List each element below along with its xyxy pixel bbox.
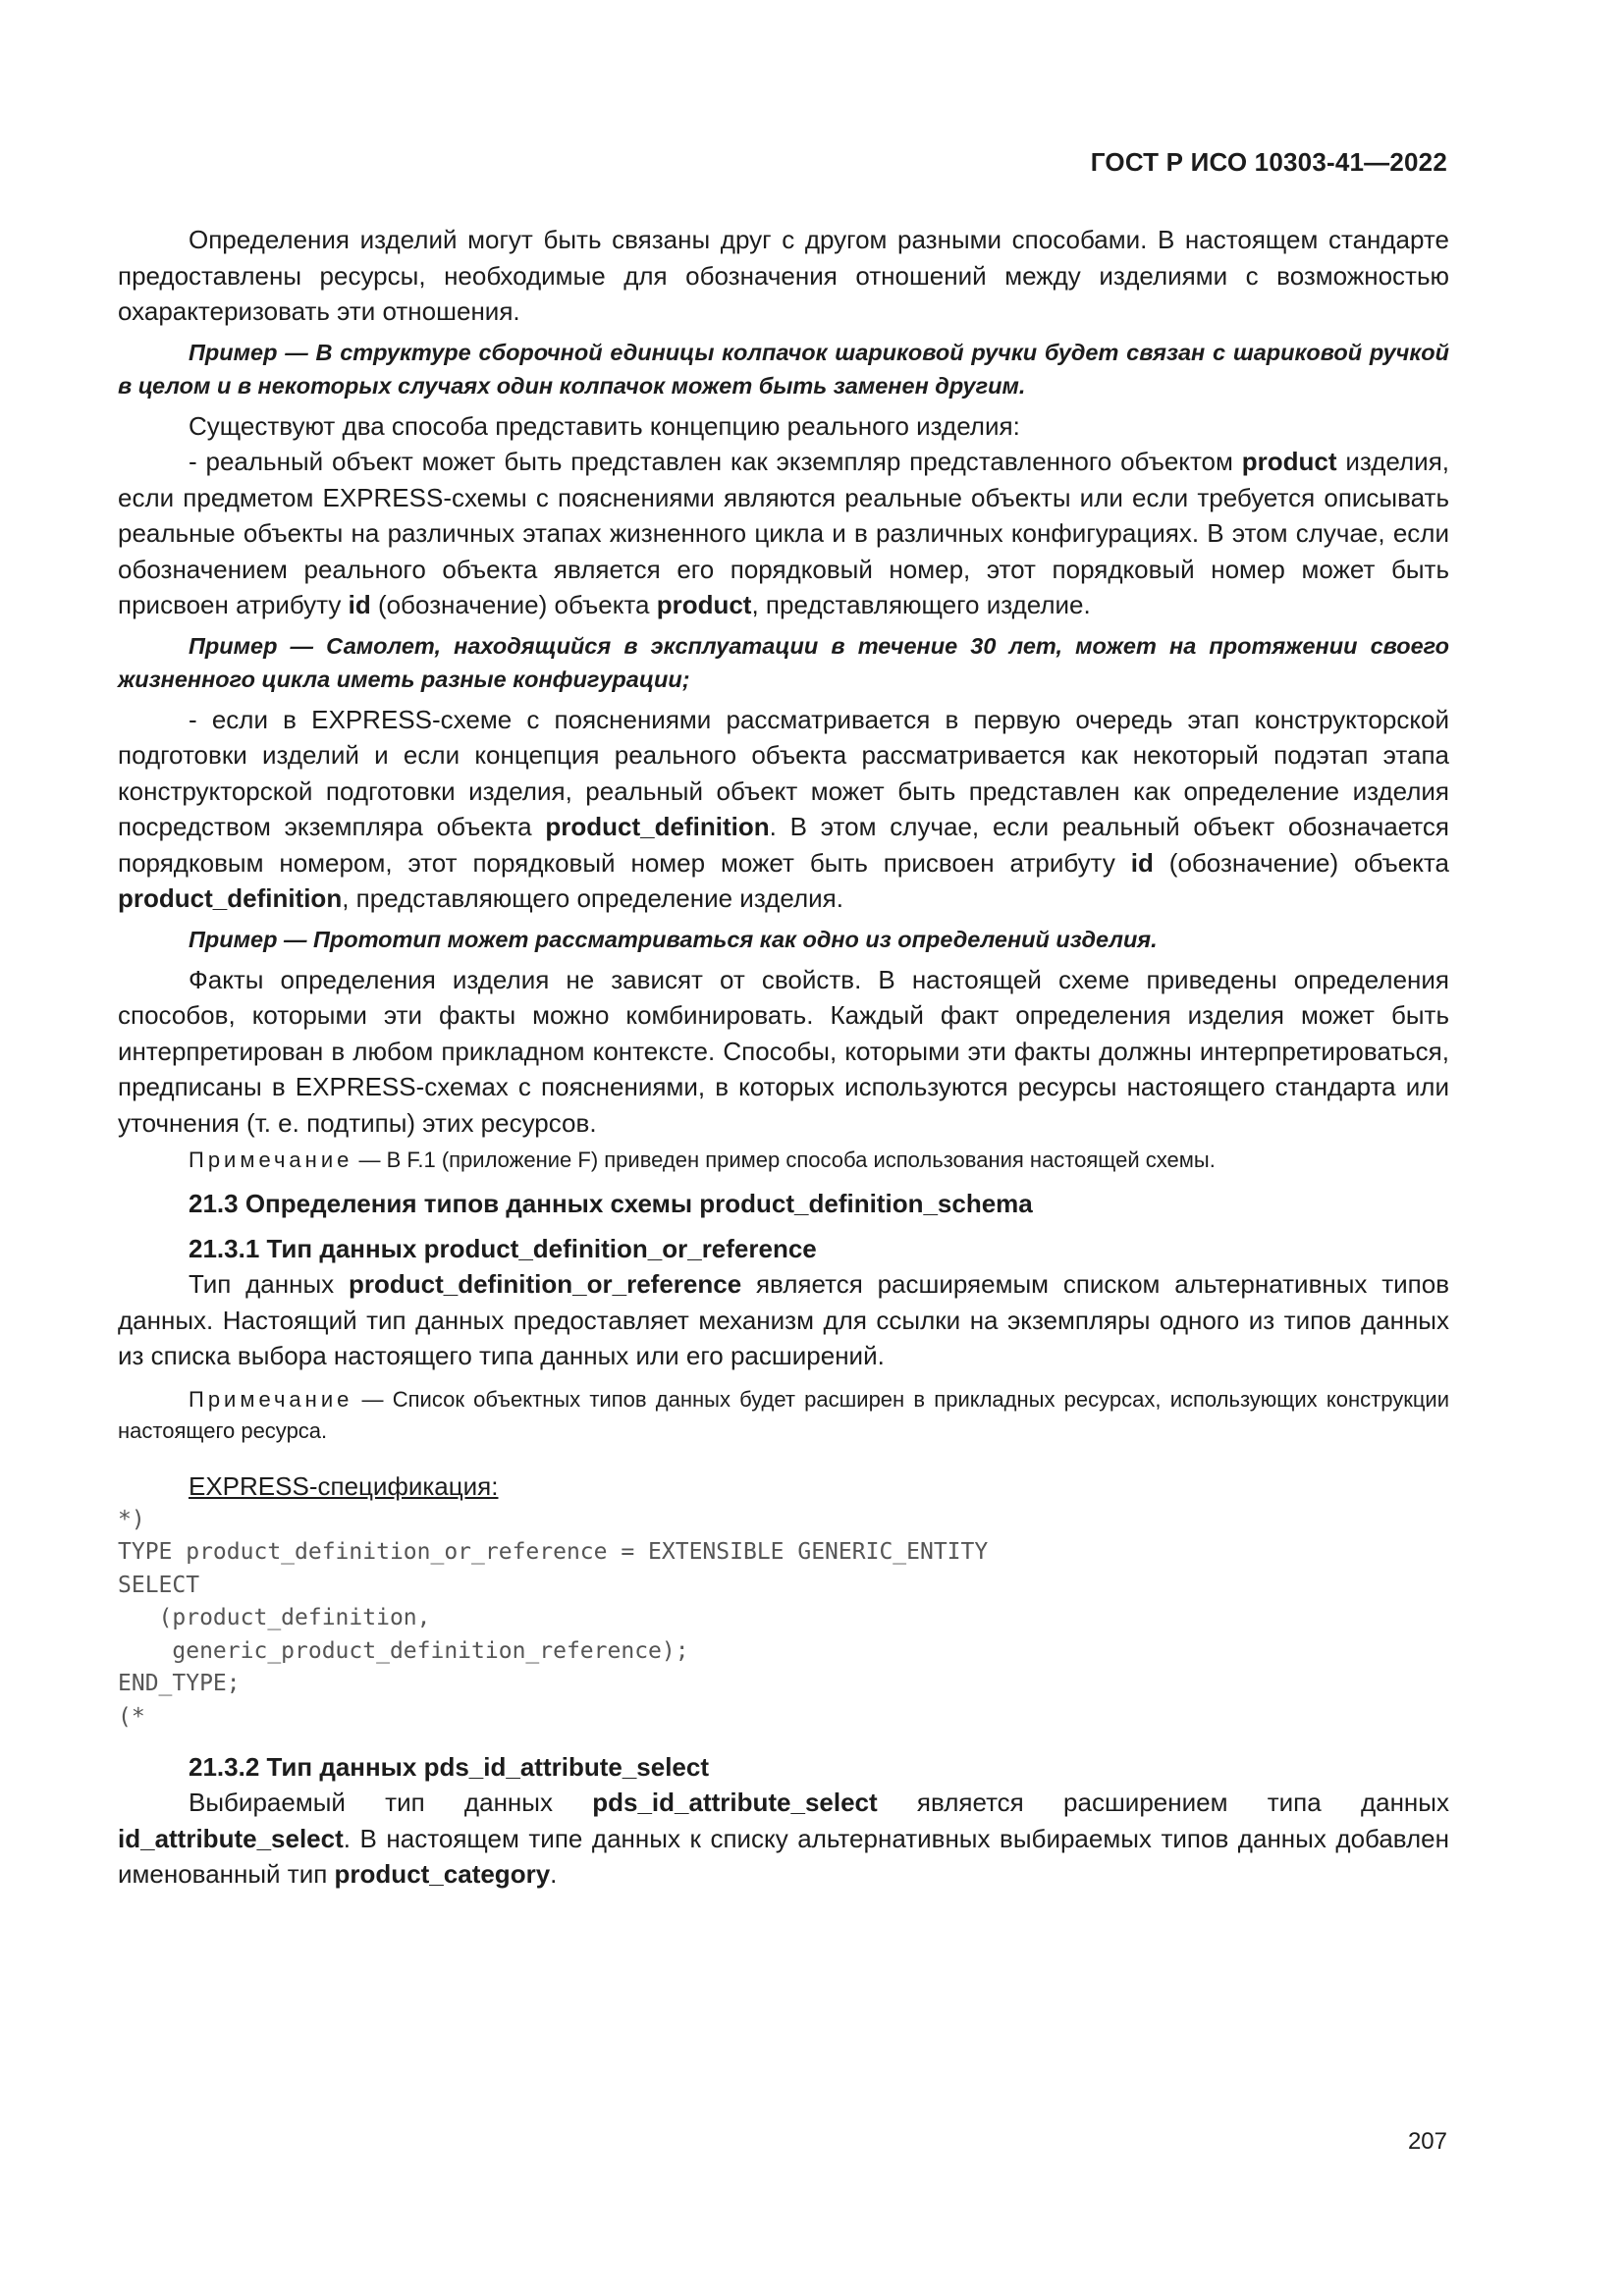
document-header: ГОСТ Р ИСО 10303-41—2022 <box>1090 147 1447 177</box>
paragraph-list-item: - реальный объект может быть представлен как экземпляр представленного объектом product изделия, если предметом EXPRESS-схемы с пояснениями являются реальные объекты или если требуется описывать реальные объекты на различных этапах жизненного цикла и в различных конфигурациях. В этом случае, если обозначением реального объекта является его порядковый номер, этот порядковый номер может быть присвоен атрибуту id (обозначение) объекта product, представляющего изделие. <box>118 447 1449 619</box>
paragraph: Выбираемый тип данных pds_id_attribute_select является расширением типа данных id_attribute_select. В настоящем типе данных к списку альтернативных выбираемых типов данных добавлен именованный тип product_category. <box>118 1788 1449 1889</box>
note-label: Примечание <box>189 1148 353 1172</box>
section-heading: 21.3 Определения типов данных схемы product_definition_schema <box>189 1189 1033 1218</box>
document-body <box>118 222 1449 1893</box>
paragraph: Существуют два способа представить концепцию реального изделия: <box>189 410 1020 441</box>
express-code-block: *) TYPE product_definition_or_reference = EXTENSIBLE GENERIC_ENTITY SELECT (product_definition, generic_product_definition_reference); END_TYPE; (* <box>118 1506 989 1730</box>
page-number: 207 <box>1407 2128 1447 2155</box>
note: Примечание — В F.1 (приложение F) приведен пример способа использования настоящей схемы. <box>189 1148 1216 1172</box>
example: Пример — В структуре сборочной единицы колпачок шариковой ручки будет связан с шариковой ручкой в целом и в некоторых случаях один колпачок может быть заменен другим. <box>118 339 1449 399</box>
subsection-heading: 21.3.2 Тип данных pds_id_attribute_select <box>189 1752 710 1782</box>
paragraph: Тип данных product_definition_or_reference является расширяемым списком альтернативных типов данных. Настоящий тип данных предоставляет механизм для ссылки на экземпляры одного из типов данных из списка выбора настоящего типа данных или его расширений. <box>118 1269 1450 1370</box>
express-spec-label: EXPRESS-спецификация: <box>189 1470 499 1501</box>
example: Пример — Самолет, находящийся в эксплуатации в течение 30 лет, может на протяжении своего жизненного цикла иметь разные конфигурации; <box>118 632 1449 692</box>
paragraph-list-item: - если в EXPRESS-схеме с пояснениями рассматривается в первую очередь этап конструкторской подготовки изделий и если концепция реального объекта рассматривается как некоторый подэтап этапа конструкторской подготовки изделия, реальный объект может быть представлен как определение изделия посредством экземпляра объекта product_definition. В этом случае, если реальный объект обозначается порядковым номером, этот порядковый номер может быть присвоен атрибуту id (обозначение) объекта product_definition, представляющего определение изделия. <box>118 704 1450 913</box>
note-label: Примечание <box>189 1386 353 1412</box>
subsection-heading: 21.3.1 Тип данных product_definition_or_reference <box>189 1234 817 1263</box>
example: Пример — Прототип может рассматриваться как одно из определений изделия. <box>189 926 1158 952</box>
paragraph: Определения изделий могут быть связаны друг с другом разными способами. В настоящем стандарте предоставлены ресурсы, необходимые для обозначения отношений между изделиями с возможностью охарактеризовать эти отношения. <box>118 225 1449 326</box>
paragraph: Факты определения изделия не зависят от свойств. В настоящей схеме приведены определения способов, которыми эти факты можно комбинировать. Каждый факт определения изделия может быть интерпретирован в любом прикладном контексте. Способы, которыми эти факты должны интерпретироваться, предписаны в EXPRESS-схемах с пояснениями, в которых используются ресурсы настоящего стандарта или уточнения (т. е. подтипы) этих ресурсов. <box>118 964 1449 1138</box>
note: Примечание — Список объектных типов данных будет расширен в прикладных ресурсах, использующих конструкции настоящего ресурса. <box>118 1386 1449 1443</box>
